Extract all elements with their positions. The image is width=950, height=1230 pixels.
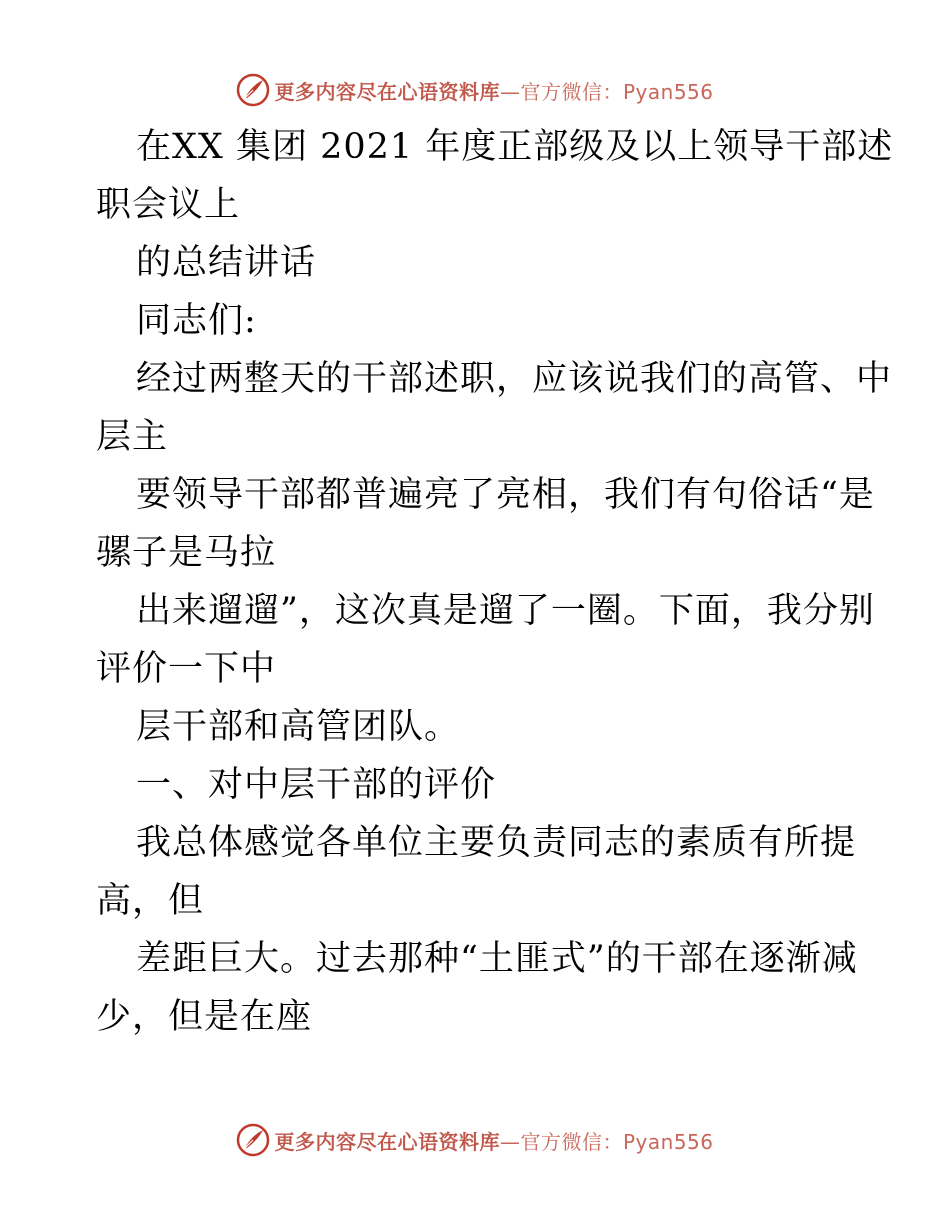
header-wechat-id: Pyan556 <box>622 79 714 104</box>
footer-brand: 更多内容尽在心语资料库 <box>274 1129 500 1154</box>
doc-line: 差距巨大。过去那种“土匪式”的干部在逐渐减 <box>136 939 858 979</box>
footer-wechat-label: 官方微信： <box>520 1129 623 1154</box>
header-banner <box>0 70 950 110</box>
doc-line: 要领导干部都普遍亮了亮相，我们有句俗话“是 <box>136 475 875 515</box>
doc-line: 职会议上 <box>96 185 241 225</box>
footer-dash: — <box>499 1129 521 1154</box>
header-banner-text <box>274 76 713 105</box>
doc-line: 的总结讲话 <box>136 243 317 283</box>
doc-line: 评价一下中 <box>96 649 277 689</box>
doc-line: 经过两整天的干部述职，应该说我们的高管、中 <box>136 359 893 399</box>
footer-wechat-id: Pyan556 <box>622 1129 714 1154</box>
doc-line: 少，但是在座 <box>96 997 313 1037</box>
doc-line: 我总体感觉各单位主要负责同志的素质有所提 <box>136 823 857 863</box>
header-brand: 更多内容尽在心语资料库 <box>274 79 500 104</box>
feather-pen-logo-icon <box>236 1123 270 1157</box>
doc-line: 骡子是马拉 <box>96 533 277 573</box>
footer-banner <box>0 1120 950 1160</box>
doc-line: 层主 <box>96 417 169 457</box>
doc-line: 同志们: <box>136 301 257 341</box>
doc-line: 在XX 集团 2021 年度正部级及以上领导干部述 <box>136 127 894 167</box>
doc-line: 出来遛遛”，这次真是遛了一圈。下面，我分别 <box>136 591 875 631</box>
document-body <box>96 118 894 1046</box>
doc-line: 层干部和高管团队。 <box>136 707 461 747</box>
section-heading: 一、对中层干部的评价 <box>136 765 497 805</box>
doc-line: 高，但 <box>96 881 205 921</box>
feather-pen-logo-icon <box>236 73 270 107</box>
header-dash: — <box>499 79 521 104</box>
header-wechat-label: 官方微信： <box>520 79 623 104</box>
footer-banner-text <box>274 1126 713 1155</box>
